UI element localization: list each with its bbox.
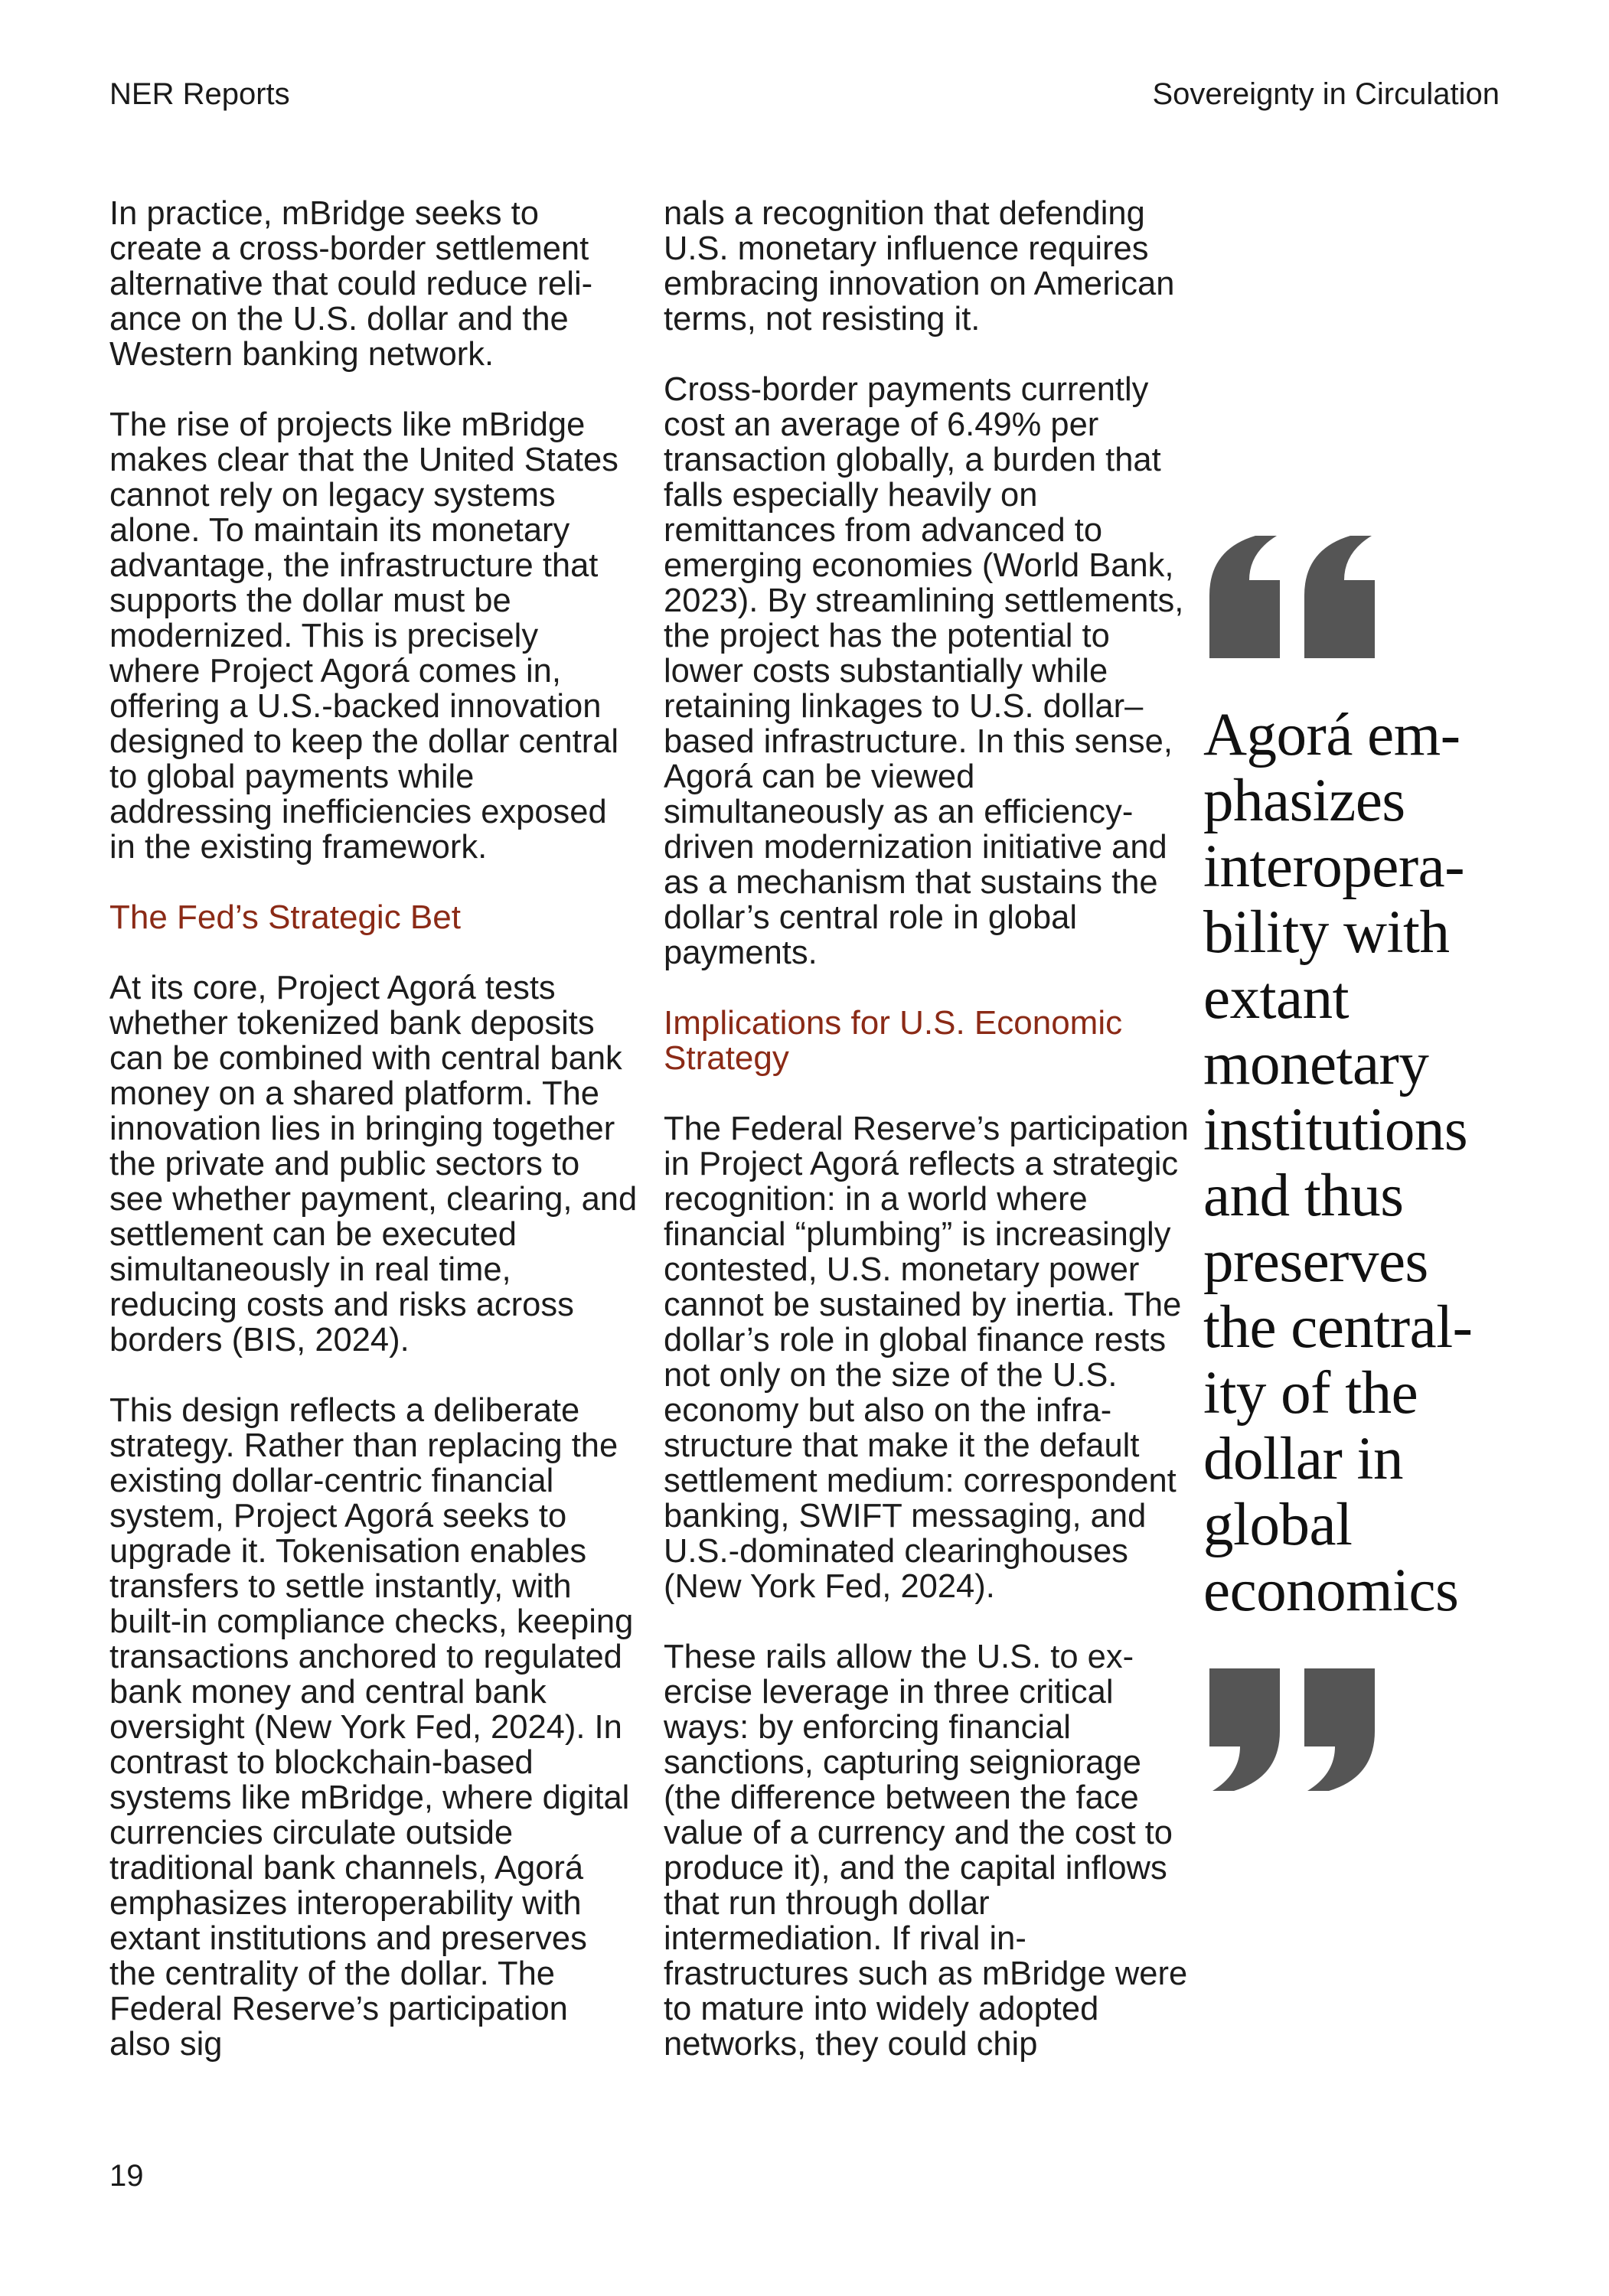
paragraph: At its core, Project Agorá tests whether tokenized bank deposits can be combined with central bank money on a shared platform. The innovation lies in bringing together the private and public sectors to see whether payment, clearing, and settlement can be executed simultaneously in real time, reducing costs and risks across borders (BIS, 2024).	[109, 970, 638, 1358]
paragraph: The Federal Reserve’s participation in Project Agorá reflects a strategic recognition: in a world where financial “plumbing” is increasingly contested, U.S. monetary power cannot be sustained by inertia. The dollar’s role in global finance rests not only on the size of the U.S. economy but also on the infrastructure that make it the default settlement medium: correspondent banking, SWIFT messaging, and U.S.-dominated clearinghouses (New York Fed, 2024).	[664, 1110, 1189, 1605]
pull-quote-text: Agorá emphasizes interoperability with extant monetary institutions and thus preserves the centrality of the dollar in global economics	[1203, 702, 1473, 1624]
pull-quote	[1203, 536, 1509, 1791]
paragraph: The rise of projects like mBridge makes clear that the United States cannot rely on legacy systems alone. To maintain its monetary advantage, the infrastructure that supports the dollar must be modernized. This is precisely where Project Agorá comes in, offering a U.S.-backed innovation designed to keep the dollar central to global payments while addressing inefficiencies exposed in the existing framework.	[109, 406, 619, 866]
article-title: Sovereignty in Circulation	[1152, 77, 1500, 111]
publication-name: NER Reports	[109, 77, 290, 111]
section-heading: Implications for U.S. Economic Strategy	[664, 1004, 1123, 1077]
paragraph: Cross-border payments currently cost an average of 6.49% per transaction globally, a burden that falls especially heavily on remittances from advanced to emerging economies (World Bank, 2023). By streamlining settlements, the project has the potential to lower costs substantially while retaining linkages to U.S. dollar–based infrastructure. In this sense, Agorá can be viewed simultaneously as an efficiency-driven modernization initiative and as a mechanism that sustains the dollar’s central role in global payments.	[664, 371, 1184, 971]
paragraph: nals a recognition that defending U.S. monetary influence requires embracing innovation on American terms, not resisting it.	[664, 195, 1175, 338]
paragraph: These rails allow the U.S. to exercise leverage in three critical ways: by enforcing financial sanctions, capturing seigniorage (the difference between the face value of a currency and the cost to produce it), and the capital inflows that run through dollar intermediation. If rival infrastructures such as mBridge were to mature into widely adopted networks, they could chip	[664, 1639, 1188, 2063]
paragraph: In practice, mBridge seeks to create a cross-border settlement alternative that could reduce reliance on the U.S. dollar and the Western banking network.	[109, 195, 593, 373]
close-quote-icon	[1209, 1668, 1378, 1791]
section-heading: The Fed’s Strategic Bet	[109, 899, 461, 936]
open-quote-icon	[1209, 536, 1378, 658]
page-number: 19	[109, 2159, 144, 2193]
middle-column	[664, 196, 1192, 2097]
paragraph: This design reflects a deliberate strategy. Rather than replacing the existing dollar-centric financial system, Project Agorá seeks to upgrade it. Tokenisation enables transfers to settle instantly, with built-in compliance checks, keeping transactions anchored to regulated bank money and central bank oversight (New York Fed, 2024). In contrast to blockchain-based systems like mBridge, where digital currencies circulate outside traditional bank channels, Agorá emphasizes interoperability with extant institutions and preserves the centrality of the dollar. The Federal Reserve’s participation also sig	[109, 1392, 634, 2063]
left-column	[109, 196, 638, 2097]
